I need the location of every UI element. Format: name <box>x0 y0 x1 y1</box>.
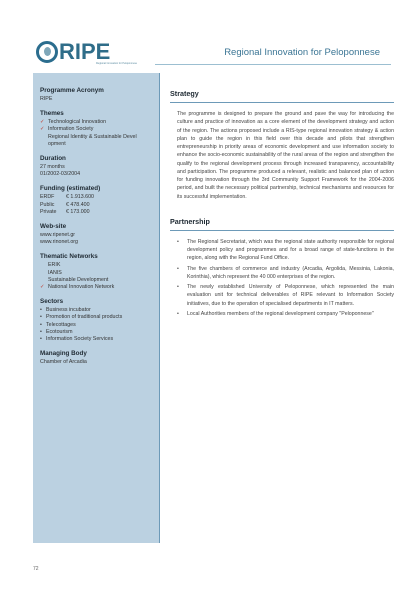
bullet-icon: • <box>40 328 42 335</box>
theme-label: opment <box>48 140 66 147</box>
website-heading: Web-site <box>40 223 67 231</box>
website-link[interactable]: www.rinonet.org <box>40 239 78 246</box>
funding-heading: Funding (estimated) <box>40 185 101 193</box>
network-item <box>40 284 159 291</box>
acronym-value: RIPE <box>40 96 53 102</box>
funding-key: Public <box>40 201 55 208</box>
bullet-icon: • <box>177 265 179 272</box>
funding-row <box>40 202 159 209</box>
partnership-heading: Partnership <box>170 217 394 231</box>
sector-label: Information Society Services <box>46 336 114 343</box>
list-item <box>177 265 394 282</box>
sector-item <box>40 314 159 321</box>
managing-section <box>40 350 159 366</box>
bullet-icon: • <box>40 314 42 321</box>
check-icon: ✓ <box>40 119 45 126</box>
bullet-icon: • <box>40 307 42 314</box>
sector-item <box>40 322 159 329</box>
managing-heading: Managing Body <box>40 350 87 358</box>
bullet-icon: • <box>40 321 42 328</box>
theme-item <box>40 134 159 141</box>
check-icon: ✓ <box>40 126 45 133</box>
empty-mark <box>40 141 48 148</box>
ripe-logo <box>36 39 138 65</box>
network-label: Sustainable Development <box>48 276 109 283</box>
network-label: ERIK <box>48 262 61 269</box>
logo-subtitle: Regional Innovation for Peloponnese <box>96 62 138 65</box>
header <box>0 0 420 72</box>
theme-item <box>40 141 159 148</box>
strategy-text: The programme is designed to prepare the ground and pave the way for introducing the culture and practice of innovation as a core element of the development strategy and action of the region. The actions proposed include a RIS-type regional innovation strategy & action plan to guide the region in this field over this decade and pilots that strengthen entrepreneurship in priority areas of economic development and use information society to enhance the socio-economic sustainability of the rural areas of the region and strengthen the qualify to the regional development process through increased transparency, accountability and participation. The programme produced a relevant, realistic and balanced plan of action for funding innovation through the 3rd Community Support Framework for the 2004-2006 period, and built the necessary political partnership, technical mechanisms and resources for its successful implementation. <box>177 111 394 200</box>
theme-label: Information Society <box>48 126 94 133</box>
logo-circle-icon <box>36 41 58 63</box>
themes-section <box>40 110 159 148</box>
sector-label: Telecottages <box>46 321 76 328</box>
header-title: Regional Innovation for Peloponnese <box>224 47 380 58</box>
list-item <box>177 283 394 308</box>
partner-text: The Regional Secretariat, which was the regional state authority responsible for regional development policy and programmes and for a broad range of state-functions in the region, along with the Regional Fund Office. <box>187 238 394 262</box>
bullet-icon: • <box>177 284 179 290</box>
sidebar <box>33 73 160 543</box>
empty-mark <box>40 270 48 277</box>
theme-label: Technological Innovation <box>48 119 107 126</box>
network-label: National Innovation Network <box>48 284 115 291</box>
networks-heading: Thematic Networks <box>40 253 98 261</box>
sector-item <box>40 329 159 336</box>
theme-item <box>40 126 159 133</box>
acronym-heading: Programme Acronym <box>40 87 104 94</box>
funding-key: Private <box>40 208 57 215</box>
sectors-section <box>40 298 159 343</box>
logo-text: RIPE <box>59 39 111 64</box>
sector-item <box>40 307 159 314</box>
duration-section <box>40 155 159 178</box>
empty-mark <box>40 134 48 141</box>
partner-text: The newly established University of Peloponnese, which represented the main evaluation unit for technical deliverables of RIPE relevant to Information Society initiatives, due to the operation of specialised departments in IT matters. <box>187 284 394 307</box>
theme-label: Regional Identity & Sustainable Devel <box>48 133 137 140</box>
check-icon: ✓ <box>40 284 45 291</box>
website-link[interactable]: www.ripenet.gr <box>40 232 76 239</box>
network-item <box>40 262 159 269</box>
funding-section <box>40 185 159 216</box>
main-content <box>170 73 394 320</box>
theme-item <box>40 119 159 126</box>
bullet-icon: • <box>177 310 179 317</box>
sectors-heading: Sectors <box>40 298 64 306</box>
funding-key: ERDF <box>40 194 55 201</box>
network-item <box>40 270 159 277</box>
managing-value: Chamber of Arcadia <box>40 359 87 366</box>
themes-heading: Themes <box>40 110 64 118</box>
bullet-icon: • <box>177 238 179 245</box>
funding-value: € 1.913.600 <box>66 194 94 201</box>
strategy-heading: Strategy <box>170 89 394 103</box>
header-divider <box>155 64 391 65</box>
page-number: 72 <box>33 566 39 572</box>
funding-row <box>40 194 159 201</box>
website-section <box>40 223 159 246</box>
sector-label: Promotion of traditional products <box>46 314 123 321</box>
duration-dates: 01/2002-03/2004 <box>40 171 81 178</box>
network-label: IANIS <box>48 269 62 276</box>
bullet-icon: • <box>40 336 42 343</box>
networks-section <box>40 253 159 291</box>
list-item <box>177 310 394 318</box>
network-item <box>40 277 159 284</box>
partnership-list <box>170 238 394 318</box>
funding-row <box>40 209 159 216</box>
duration-heading: Duration <box>40 155 66 163</box>
list-item <box>177 238 394 263</box>
partner-text: The five chambers of commerce and industry (Arcadia, Argolida, Messinia, Lakonia, Korinthia), which represent the 40 000 enterprises of the region. <box>187 265 394 280</box>
acronym-section <box>40 87 159 103</box>
sector-item <box>40 336 159 343</box>
funding-value: € 478.400 <box>66 201 90 208</box>
empty-mark <box>40 262 48 269</box>
sector-label: Business incubator <box>46 307 91 314</box>
duration-months: 27 months <box>40 164 65 171</box>
partner-text: Local Authorities members of the regional development company "Peloponnese" <box>187 310 374 317</box>
sector-label: Ecotourism <box>46 328 73 335</box>
funding-value: € 173.000 <box>66 208 90 215</box>
empty-mark <box>40 277 48 284</box>
